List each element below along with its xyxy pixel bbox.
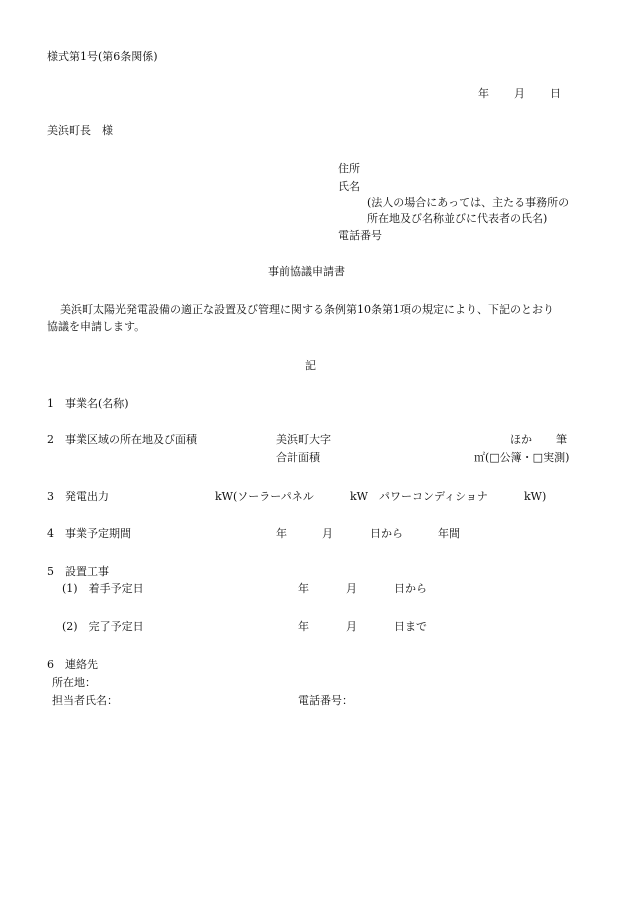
- item5-label: 5 設置工事: [47, 565, 109, 578]
- applicant-phone-label: 電話番号: [338, 229, 382, 242]
- item3-label: 3 発電出力: [47, 490, 109, 503]
- item5-start-label: (1) 着手予定日: [62, 582, 144, 595]
- item2-parcels-unit: 筆: [556, 433, 567, 446]
- item2-area-unit: ㎡(□公簿・□実測): [474, 451, 570, 464]
- applicant-address-label: 住所: [338, 162, 360, 175]
- item3-panel: kW(ソーラーパネル: [215, 490, 314, 503]
- item5-end-label: (2) 完了予定日: [62, 620, 144, 633]
- item6-phone-label: 電話番号：: [298, 694, 353, 707]
- item5-end-year: 年: [298, 620, 309, 633]
- item5-end-month: 月: [346, 620, 357, 633]
- item6-person-label: 担当者氏名：: [52, 694, 118, 707]
- item5-start-month: 月: [346, 582, 357, 595]
- item2-location: 美浜町大字: [276, 433, 331, 446]
- form-label: 様式第1号(第6条関係): [47, 50, 158, 63]
- item4-label: 4 事業予定期間: [47, 527, 131, 540]
- item6-address-label: 所在地：: [52, 676, 96, 689]
- intro-line1: 美浜町太陽光発電設備の適正な設置及び管理に関する条例第10条第1項の規定により、下記のとおり: [60, 303, 554, 316]
- item1-label: 1 事業名(名称): [47, 397, 129, 410]
- item3-close: kW): [524, 490, 547, 503]
- intro-line2: 協議を申請します。: [47, 320, 146, 333]
- ki-heading: 記: [305, 359, 316, 372]
- document-title: 事前協議申請書: [268, 265, 345, 278]
- item5-start-year: 年: [298, 582, 309, 595]
- item5-end-day: 日まで: [394, 620, 427, 633]
- item2-others: ほか: [510, 433, 532, 446]
- item2-area-label: 合計面積: [276, 451, 320, 464]
- item4-year: 年: [276, 527, 287, 540]
- applicant-name-label: 氏名: [338, 180, 360, 193]
- item4-years-period: 年間: [438, 527, 460, 540]
- item6-label: 6 連絡先: [47, 658, 98, 671]
- corporate-note-line2: 所在地及び名称並びに代表者の氏名): [367, 212, 548, 225]
- item4-day-from: 日から: [370, 527, 403, 540]
- corporate-note-line1: (法人の場合にあっては、主たる事務所の: [367, 196, 570, 209]
- item2-label: 2 事業区域の所在地及び面積: [47, 433, 197, 446]
- date-day-label: 日: [550, 87, 561, 100]
- date-month-label: 月: [514, 87, 525, 100]
- item3-pcs: kW パワーコンディショナ: [350, 490, 488, 503]
- item4-month: 月: [322, 527, 333, 540]
- addressee: 美浜町長 様: [47, 124, 113, 137]
- item5-start-day: 日から: [394, 582, 427, 595]
- date-year-label: 年: [478, 87, 489, 100]
